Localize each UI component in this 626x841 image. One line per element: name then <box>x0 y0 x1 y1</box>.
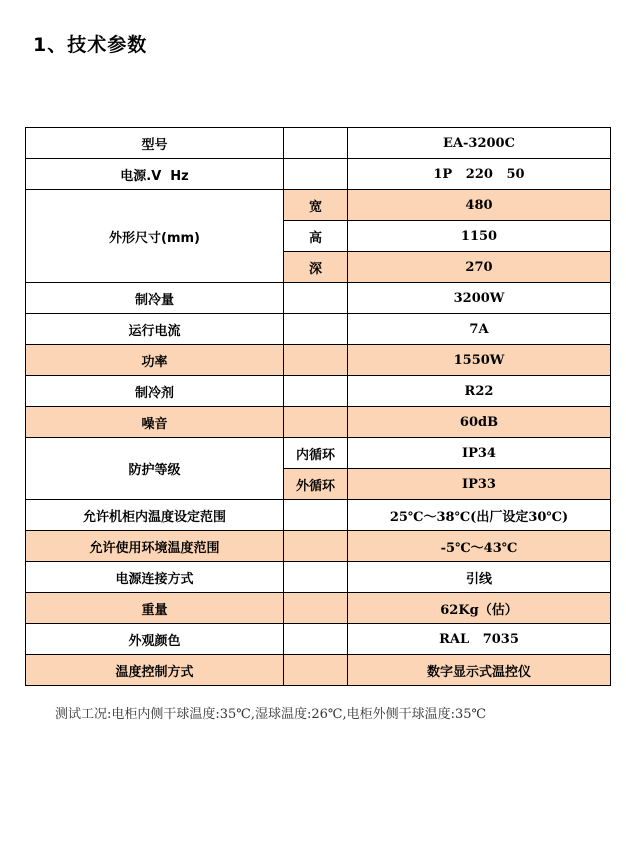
power-label: 功率 <box>26 345 284 376</box>
power-supply-label: 电源.V Hz <box>26 159 284 190</box>
table-row <box>26 624 611 655</box>
height-label: 高 <box>284 221 348 252</box>
appearance-color-label: 外观颜色 <box>26 624 284 655</box>
ambient-temp-range-value: -5℃～43℃ <box>348 531 611 562</box>
table-row <box>26 376 611 407</box>
empty-cell <box>284 128 348 159</box>
power-supply-value: 1P 220 50 <box>348 159 611 190</box>
table-row <box>26 283 611 314</box>
depth-value: 270 <box>348 252 611 283</box>
empty-cell <box>284 593 348 624</box>
running-current-value: 7A <box>348 314 611 345</box>
empty-cell <box>284 283 348 314</box>
outer-loop-label: 外循环 <box>284 469 348 500</box>
table-row <box>26 314 611 345</box>
power-connection-label: 电源连接方式 <box>26 562 284 593</box>
empty-cell <box>284 531 348 562</box>
empty-cell <box>284 159 348 190</box>
spec-table <box>25 127 611 686</box>
appearance-color-value: RAL 7035 <box>348 624 611 655</box>
table-row <box>26 128 611 159</box>
noise-label: 噪音 <box>26 407 284 438</box>
table-row <box>26 655 611 686</box>
empty-cell <box>284 345 348 376</box>
table-row <box>26 190 611 221</box>
cabinet-temp-range-label: 允许机柜内温度设定范围 <box>26 500 284 531</box>
refrigerant-value: R22 <box>348 376 611 407</box>
height-value: 1150 <box>348 221 611 252</box>
table-row <box>26 159 611 190</box>
width-value: 480 <box>348 190 611 221</box>
model-label: 型号 <box>26 128 284 159</box>
table-row <box>26 500 611 531</box>
weight-label: 重量 <box>26 593 284 624</box>
width-label: 宽 <box>284 190 348 221</box>
section-heading: 1、技术参数 <box>33 34 148 56</box>
dimensions-label: 外形尺寸(mm) <box>26 190 284 283</box>
outer-loop-value: IP33 <box>348 469 611 500</box>
empty-cell <box>284 314 348 345</box>
empty-cell <box>284 407 348 438</box>
inner-loop-label: 内循环 <box>284 438 348 469</box>
empty-cell <box>284 562 348 593</box>
power-value: 1550W <box>348 345 611 376</box>
weight-value: 62Kg（估） <box>348 593 611 624</box>
refrigerant-label: 制冷剂 <box>26 376 284 407</box>
empty-cell <box>284 624 348 655</box>
ambient-temp-range-label: 允许使用环境温度范围 <box>26 531 284 562</box>
table-row <box>26 593 611 624</box>
inner-loop-value: IP34 <box>348 438 611 469</box>
depth-label: 深 <box>284 252 348 283</box>
table-row <box>26 438 611 469</box>
temp-control-value: 数字显示式温控仪 <box>348 655 611 686</box>
empty-cell <box>284 376 348 407</box>
empty-cell <box>284 655 348 686</box>
cabinet-temp-range-value: 25℃～38℃(出厂设定30℃) <box>348 500 611 531</box>
noise-value: 60dB <box>348 407 611 438</box>
temp-control-label: 温度控制方式 <box>26 655 284 686</box>
model-value: EA-3200C <box>348 128 611 159</box>
cooling-capacity-value: 3200W <box>348 283 611 314</box>
empty-cell <box>284 500 348 531</box>
test-conditions-note: 测试工况:电柜内侧干球温度:35℃,湿球温度:26℃,电柜外侧干球温度:35℃ <box>55 707 487 722</box>
running-current-label: 运行电流 <box>26 314 284 345</box>
cooling-capacity-label: 制冷量 <box>26 283 284 314</box>
table-row <box>26 407 611 438</box>
table-row <box>26 531 611 562</box>
power-connection-value: 引线 <box>348 562 611 593</box>
table-row <box>26 562 611 593</box>
protection-label: 防护等级 <box>26 438 284 500</box>
table-row <box>26 345 611 376</box>
